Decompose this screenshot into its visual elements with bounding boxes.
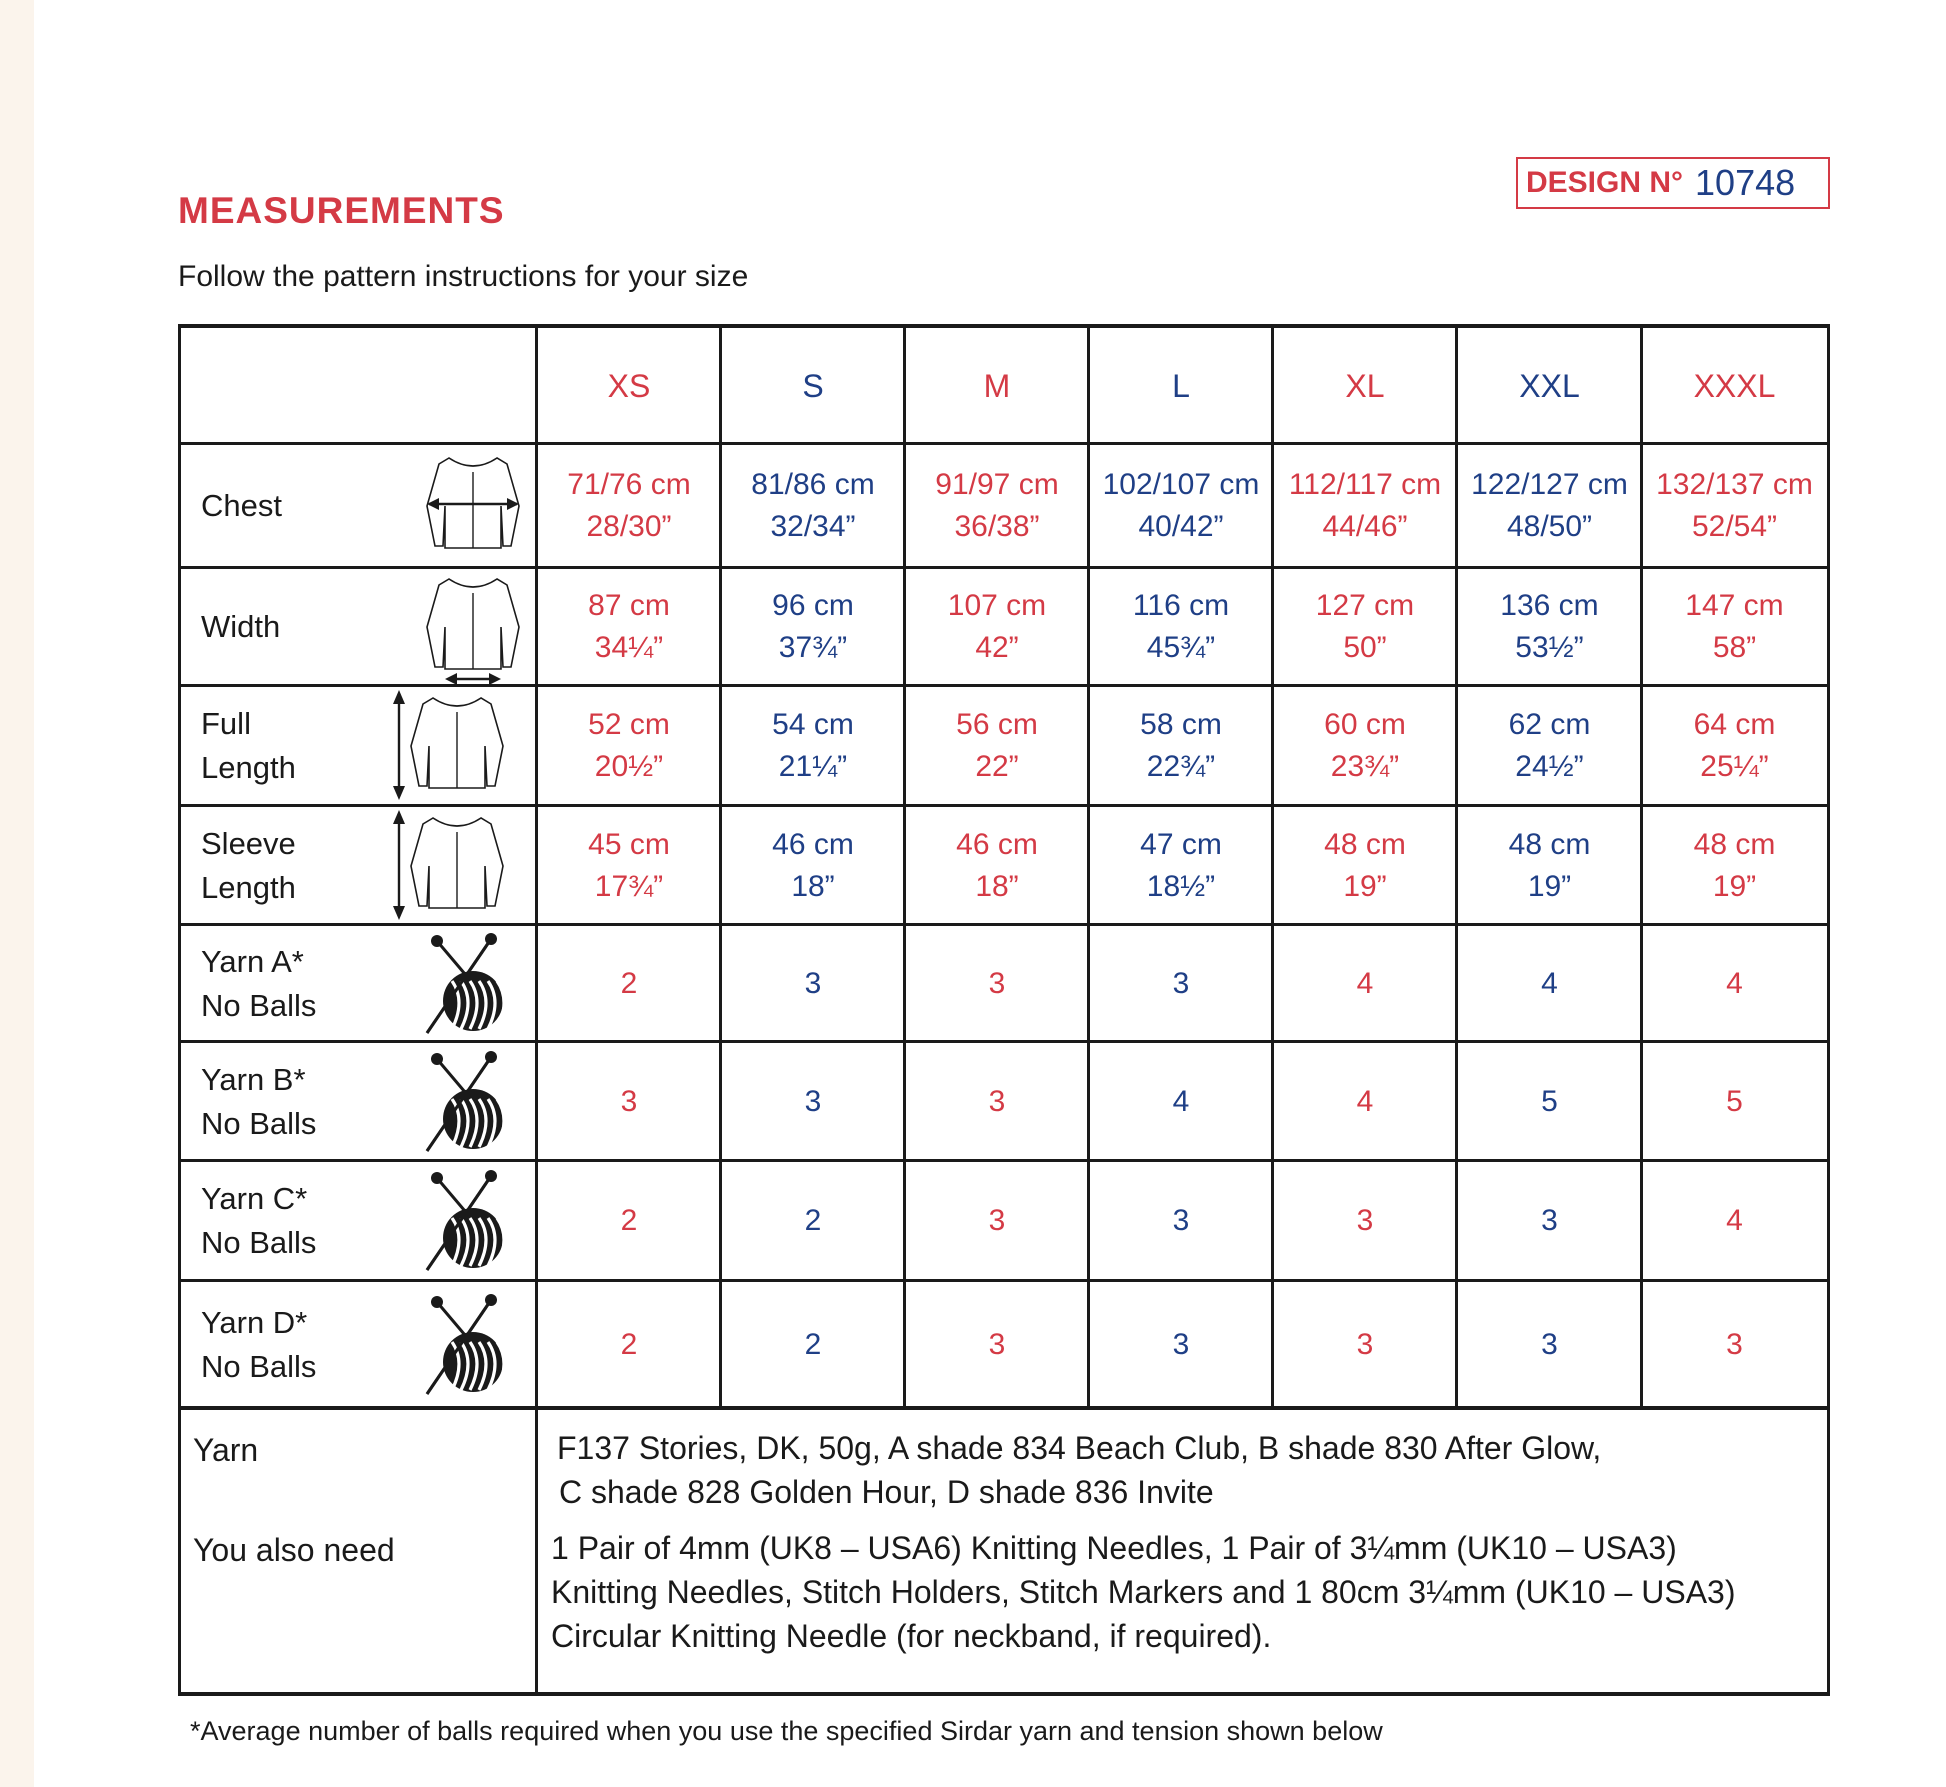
value-line: 87 cm xyxy=(588,589,670,622)
value-line: 53½” xyxy=(1515,631,1584,664)
value-cell xyxy=(905,925,1089,1042)
value-cell xyxy=(1273,686,1457,806)
row-label xyxy=(201,925,316,1042)
value-cell xyxy=(721,1042,905,1161)
value-line: 46 cm xyxy=(772,827,854,861)
subtitle: Follow the pattern instructions for your size xyxy=(178,260,749,293)
value-line: 102/107 cm xyxy=(1102,468,1260,501)
also-need-label: You also need xyxy=(193,1532,395,1568)
value-cell xyxy=(905,1281,1089,1408)
value-line: 3 xyxy=(804,966,822,1000)
size-header: S xyxy=(802,368,824,404)
value-cell xyxy=(537,444,721,568)
size-header: XL xyxy=(1345,368,1385,404)
value-cell xyxy=(1089,568,1273,686)
value-line: 3 xyxy=(988,1327,1006,1361)
row-label-line: Yarn C* xyxy=(201,1181,308,1216)
size-header: XS xyxy=(607,368,651,404)
value-cell xyxy=(1642,925,1827,1042)
value-line: 42” xyxy=(975,631,1019,664)
value-line: 136 cm xyxy=(1500,589,1599,622)
value-cell xyxy=(1457,806,1642,925)
value-line: 18” xyxy=(791,869,835,903)
value-line: 5 xyxy=(1726,1084,1743,1118)
row-label-line: Yarn D* xyxy=(201,1304,308,1340)
value-cell xyxy=(1457,568,1642,686)
value-line: 21¼” xyxy=(778,750,848,783)
value-cell xyxy=(905,1042,1089,1161)
value-line: 24½” xyxy=(1515,750,1584,783)
row-label xyxy=(201,686,296,806)
value-line: 48 cm xyxy=(1324,827,1406,861)
value-cell xyxy=(1642,568,1827,686)
value-cell xyxy=(1089,1281,1273,1408)
value-line: 62 cm xyxy=(1508,708,1591,741)
page-margin-strip xyxy=(0,0,34,1787)
value-line: 2 xyxy=(620,966,638,1000)
design-number: 10748 xyxy=(1695,162,1796,203)
value-cell xyxy=(721,686,905,806)
value-cell xyxy=(721,806,905,925)
value-line: 3 xyxy=(1356,1204,1374,1237)
row-label xyxy=(201,1281,316,1408)
value-cell xyxy=(1089,1042,1273,1161)
value-cell xyxy=(721,444,905,568)
value-line: 58 cm xyxy=(1140,708,1222,741)
value-line: 18½” xyxy=(1146,869,1216,903)
value-cell xyxy=(1273,925,1457,1042)
row-label-line: Length xyxy=(201,869,296,905)
value-line: 4 xyxy=(1356,1084,1374,1118)
value-line: 18” xyxy=(975,869,1019,903)
value-line: 48 cm xyxy=(1693,827,1776,861)
yarn-ball-needles-icon xyxy=(421,1166,511,1281)
row-label xyxy=(201,444,282,568)
value-cell xyxy=(1457,925,1642,1042)
value-line: 32/34” xyxy=(770,510,856,543)
value-line: 19” xyxy=(1712,869,1757,903)
row-label-line: No Balls xyxy=(201,1225,317,1260)
value-line: 60 cm xyxy=(1324,708,1406,741)
value-line: 44/46” xyxy=(1322,510,1408,543)
row-label-line: Chest xyxy=(201,488,282,523)
value-cell xyxy=(721,1161,905,1281)
value-line: 22” xyxy=(975,750,1019,783)
value-cell xyxy=(1273,1161,1457,1281)
value-cell xyxy=(1457,1042,1642,1161)
also-need-details xyxy=(551,1526,1735,1658)
value-cell xyxy=(1642,1042,1827,1161)
value-cell xyxy=(1642,1281,1827,1408)
value-line: 48/50” xyxy=(1506,510,1593,543)
value-cell xyxy=(537,925,721,1042)
value-line: 17¾” xyxy=(594,869,664,903)
value-cell xyxy=(1457,444,1642,568)
value-line: 3 xyxy=(1356,1327,1374,1361)
value-line: 22¾” xyxy=(1146,750,1216,783)
value-line: 81/86 cm xyxy=(751,468,875,501)
value-line: 122/127 cm xyxy=(1471,468,1628,501)
value-cell xyxy=(1642,686,1827,806)
also-need-line: Circular Knitting Needle (for neckband, if required). xyxy=(551,1618,1272,1654)
value-line: 132/137 cm xyxy=(1656,468,1813,501)
value-cell xyxy=(1089,686,1273,806)
row-label-line: Full xyxy=(201,706,251,741)
row-label-line: No Balls xyxy=(201,1348,317,1384)
value-cell xyxy=(905,1161,1089,1281)
cardigan-sleeve-length-icon xyxy=(393,806,513,931)
yarn-ball-needles-icon xyxy=(421,1047,511,1162)
row-label-line: Sleeve xyxy=(201,825,296,861)
yarn-ball-needles-icon xyxy=(421,929,511,1044)
value-cell xyxy=(1273,806,1457,925)
value-line: 46 cm xyxy=(956,827,1038,861)
yarn-details xyxy=(557,1426,1601,1514)
value-line: 3 xyxy=(1172,1204,1190,1237)
value-cell xyxy=(537,1042,721,1161)
value-line: 52/54” xyxy=(1691,510,1778,543)
measurements-table xyxy=(178,324,1830,1696)
value-cell xyxy=(537,686,721,806)
design-label: DESIGN N° xyxy=(1526,166,1684,199)
value-cell xyxy=(1273,1281,1457,1408)
value-line: 2 xyxy=(620,1204,638,1237)
value-cell xyxy=(1089,925,1273,1042)
value-line: 40/42” xyxy=(1138,510,1224,543)
value-cell xyxy=(1457,1161,1642,1281)
value-line: 4 xyxy=(1356,966,1374,1000)
cardigan-hem-width-icon xyxy=(409,567,529,692)
value-cell xyxy=(1642,1161,1827,1281)
cardigan-chest-width-icon xyxy=(409,446,529,571)
value-line: 4 xyxy=(1726,966,1743,1000)
footnote: *Average number of balls required when you use the specified Sirdar yarn and tension shown below xyxy=(190,1716,1383,1746)
value-line: 127 cm xyxy=(1315,589,1415,622)
value-line: 107 cm xyxy=(947,589,1047,622)
value-line: 3 xyxy=(988,1084,1006,1118)
size-header: M xyxy=(983,368,1011,404)
value-line: 3 xyxy=(1172,1327,1190,1361)
value-line: 4 xyxy=(1541,966,1558,1000)
yarn-ball-needles-icon xyxy=(421,1290,511,1405)
value-line: 3 xyxy=(988,966,1006,1000)
value-line: 47 cm xyxy=(1140,827,1222,861)
value-line: 3 xyxy=(1541,1204,1558,1237)
value-cell xyxy=(1642,806,1827,925)
value-line: 58” xyxy=(1712,631,1757,664)
value-line: 36/38” xyxy=(954,510,1040,543)
value-cell xyxy=(1089,806,1273,925)
value-cell xyxy=(1457,1281,1642,1408)
value-cell xyxy=(537,1161,721,1281)
value-line: 54 cm xyxy=(772,708,854,741)
value-line: 64 cm xyxy=(1693,708,1776,741)
also-need-line: 1 Pair of 4mm (UK8 – USA6) Knitting Needles, 1 Pair of 3¼mm (UK10 – USA3) xyxy=(551,1530,1677,1566)
value-cell xyxy=(1273,444,1457,568)
row-label-line: Yarn B* xyxy=(201,1061,306,1097)
value-cell xyxy=(721,568,905,686)
yarn-details-line: F137 Stories, DK, 50g, A shade 834 Beach Club, B shade 830 After Glow, xyxy=(557,1430,1602,1466)
value-cell xyxy=(1457,686,1642,806)
value-cell xyxy=(905,686,1089,806)
size-header: XXXL xyxy=(1693,368,1776,404)
value-cell xyxy=(537,806,721,925)
row-label xyxy=(201,568,280,686)
value-line: 147 cm xyxy=(1685,589,1784,622)
yarn-details-line: C shade 828 Golden Hour, D shade 836 Invite xyxy=(559,1474,1214,1510)
value-line: 25¼” xyxy=(1700,750,1769,783)
value-cell xyxy=(721,925,905,1042)
value-cell xyxy=(537,568,721,686)
design-number-box xyxy=(1516,157,1830,209)
value-line: 96 cm xyxy=(772,589,854,622)
value-cell xyxy=(1273,568,1457,686)
value-line: 116 cm xyxy=(1132,589,1230,622)
value-line: 3 xyxy=(620,1084,638,1118)
row-label xyxy=(201,1161,316,1281)
value-line: 19” xyxy=(1527,869,1572,903)
value-cell xyxy=(1273,1042,1457,1161)
value-line: 91/97 cm xyxy=(935,468,1059,501)
value-line: 45 cm xyxy=(588,827,670,861)
value-line: 52 cm xyxy=(588,708,670,741)
row-label-line: Yarn A* xyxy=(201,943,304,979)
value-cell xyxy=(1089,444,1273,568)
value-line: 2 xyxy=(620,1327,638,1361)
value-line: 28/30” xyxy=(586,510,672,543)
value-line: 4 xyxy=(1172,1084,1190,1118)
value-cell xyxy=(1642,444,1827,568)
value-line: 56 cm xyxy=(956,708,1038,741)
value-cell xyxy=(721,1281,905,1408)
row-label-line: Width xyxy=(201,609,281,644)
value-cell xyxy=(905,568,1089,686)
size-header: L xyxy=(1172,368,1190,404)
yarn-label: Yarn xyxy=(193,1432,259,1468)
value-line: 3 xyxy=(988,1204,1006,1237)
value-line: 48 cm xyxy=(1508,827,1591,861)
row-label-line: Length xyxy=(201,750,296,785)
value-line: 34¼” xyxy=(594,631,664,664)
value-line: 3 xyxy=(1726,1327,1743,1361)
value-line: 2 xyxy=(804,1327,822,1361)
value-line: 50” xyxy=(1343,631,1387,664)
row-label xyxy=(201,1042,316,1161)
cardigan-full-length-icon xyxy=(393,686,513,811)
value-line: 3 xyxy=(1172,966,1190,1000)
value-line: 5 xyxy=(1541,1084,1558,1118)
value-line: 23¾” xyxy=(1330,750,1400,783)
value-cell xyxy=(1089,1161,1273,1281)
value-line: 4 xyxy=(1726,1204,1743,1237)
page-title: MEASUREMENTS xyxy=(178,190,505,231)
value-line: 3 xyxy=(804,1084,822,1118)
also-need-line: Knitting Needles, Stitch Holders, Stitch Markers and 1 80cm 3¼mm (UK10 – USA3) xyxy=(551,1574,1736,1610)
value-line: 2 xyxy=(804,1204,822,1237)
value-line: 71/76 cm xyxy=(567,468,691,501)
value-cell xyxy=(905,444,1089,568)
value-line: 20½” xyxy=(594,750,664,783)
row-label-line: No Balls xyxy=(201,987,317,1023)
value-line: 45¾” xyxy=(1146,631,1216,664)
value-line: 112/117 cm xyxy=(1288,468,1442,501)
value-cell xyxy=(537,1281,721,1408)
row-label xyxy=(201,806,296,925)
value-line: 37¾” xyxy=(778,631,848,664)
value-cell xyxy=(905,806,1089,925)
row-label-line: No Balls xyxy=(201,1105,317,1141)
value-line: 19” xyxy=(1343,869,1387,903)
value-line: 3 xyxy=(1541,1327,1558,1361)
size-header: XXL xyxy=(1519,368,1580,404)
